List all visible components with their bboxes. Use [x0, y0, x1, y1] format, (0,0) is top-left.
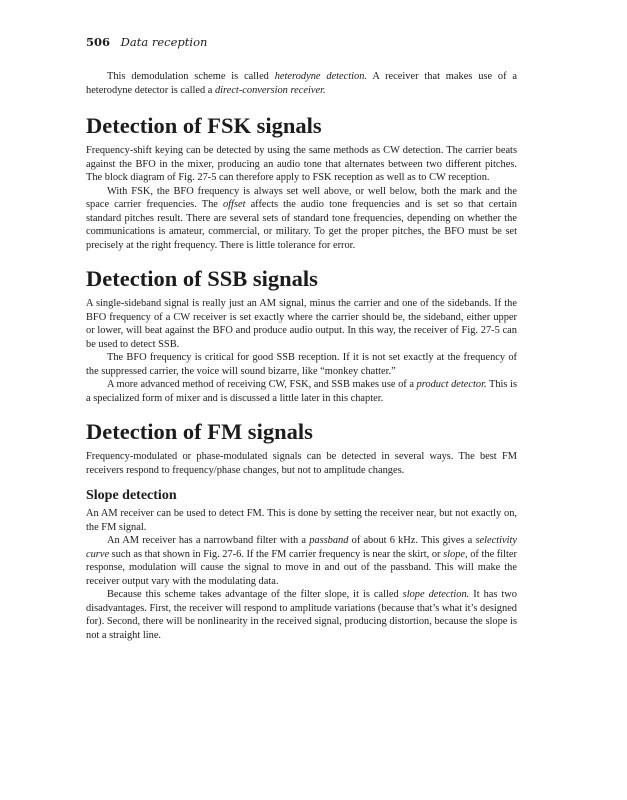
ssb-paragraph-2: The BFO frequency is critical for good SSB reception. If it is not set exactly at the frequency of the suppressed carrier, the voice will sound bizarre, like “monkey chatter.” — [86, 352, 517, 377]
section-title: Data reception — [120, 35, 208, 49]
ssb-paragraph-3: A more advanced method of receiving CW, FSK, and SSB makes use of a product detector. This is a specialized form of mixer and is discussed a little later in this chapter. — [86, 379, 517, 404]
slope-paragraph-3: Because this scheme takes advantage of the filter slope, it is called slope detection. It has two disadvantages. First, the receiver will respond to amplitude variations (because that’s what it’s designed for). Second, there will be nonlinearity in the received signal, producing distortion, because the slope is not a straight line. — [86, 589, 518, 641]
text-flow — [86, 70, 517, 642]
page-number: 506 — [86, 35, 111, 49]
subheading-slope-detection: Slope detection — [86, 488, 177, 503]
slope-paragraph-2: An AM receiver has a narrowband filter with a passband of about 6 kHz. This gives a selectivity curve such as that shown in Fig. 27-6. If the FM carrier frequency is near the skirt, or slope, of the filter response, modulation will cause the signal to move in and out of the passband. This will make the receiver output vary with the modulating data. — [86, 535, 517, 587]
ssb-paragraph-1: A single-sideband signal is really just an AM signal, minus the carrier and one of the sidebands. If the BFO frequency of a CW receiver is set exactly where the carrier should be, the sideband, either upper or lower, will beat against the BFO and produce audio output. In this way, the receiver of Fig. 27-5 can be used to detect SSB. — [86, 298, 517, 350]
fm-paragraph-1: Frequency-modulated or phase-modulated signals can be detected in several ways. The best FM receivers respond to frequency/phase changes, but not to amplitude changes. — [86, 451, 517, 476]
slope-paragraph-1: An AM receiver can be used to detect FM. This is done by setting the receiver near, but not exactly on, the FM signal. — [86, 508, 517, 533]
heading-ssb: Detection of SSB signals — [86, 266, 318, 291]
fsk-paragraph-1: Frequency-shift keying can be detected by using the same methods as CW detection. The carrier beats against the BFO in the mixer, producing an audio tone that alternates between two different pitches. The block diagram of Fig. 27-5 can therefore apply to FSK reception as well as to CW reception. — [86, 145, 517, 183]
fsk-paragraph-2: With FSK, the BFO frequency is always set well above, or well below, both the mark and the space carrier frequencies. The offset affects the audio tone frequencies and is set so that certain standard pitches result. There are several sets of standard tone frequencies, depending on whether the communications is amateur, commercial, or military. To get the proper pitches, the BFO must be set precisely at the right frequency. There is little tolerance for error. — [86, 185, 517, 251]
intro-paragraph: This demodulation scheme is called heterodyne detection. A receiver that makes use of a heterodyne detector is called a direct-conversion receiver. — [86, 71, 518, 96]
heading-fm: Detection of FM signals — [86, 419, 313, 444]
running-head — [86, 35, 207, 49]
heading-fsk: Detection of FSK signals — [86, 113, 322, 138]
